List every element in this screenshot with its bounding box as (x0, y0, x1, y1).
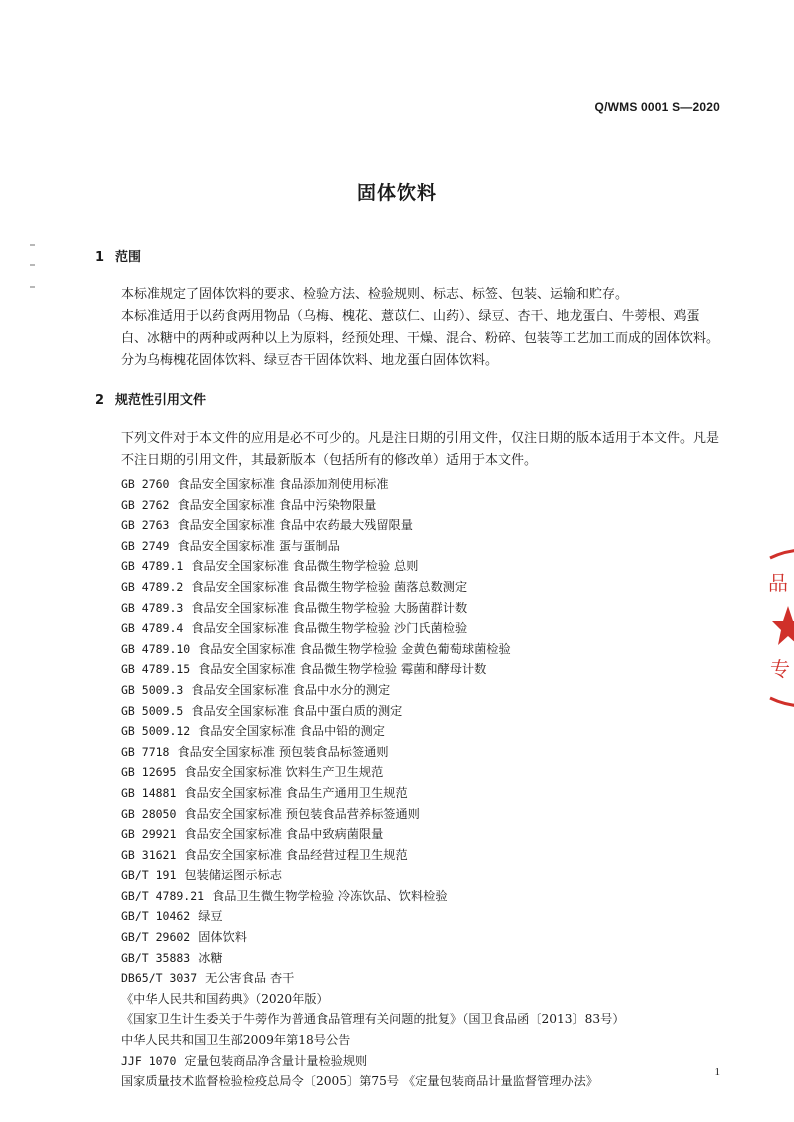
reference-item (121, 927, 721, 948)
reference-title: 食品安全国家标准 食品中致病菌限量 (184, 827, 384, 842)
reference-item (121, 845, 721, 866)
reference-title: 中华人民共和国卫生部2009年第18号公告 (121, 1033, 351, 1048)
reference-code: GB 4789.15 (121, 662, 191, 677)
reference-item (121, 680, 721, 701)
reference-title: 食品安全国家标准 食品经营过程卫生规范 (184, 847, 408, 862)
reference-code: GB/T 10462 (121, 909, 191, 924)
reference-title: 食品安全国家标准 蛋与蛋制品 (177, 538, 340, 553)
reference-item (121, 742, 721, 763)
reference-code: GB 4789.10 (121, 641, 191, 656)
reference-code: GB/T 191 (121, 868, 177, 883)
reference-code: GB 4789.1 (121, 559, 184, 574)
reference-item (121, 598, 721, 619)
reference-code: GB 5009.12 (121, 724, 191, 739)
reference-list (121, 474, 721, 1092)
reference-title: 食品安全国家标准 食品中铅的测定 (198, 724, 385, 739)
reference-title: 包装储运图示标志 (184, 868, 282, 883)
official-seal-stamp (758, 548, 794, 708)
reference-item (121, 989, 721, 1010)
reference-title: 食品安全国家标准 预包装食品营养标签通则 (184, 806, 420, 821)
section-title: 范围 (115, 250, 142, 265)
reference-item (121, 721, 721, 742)
reference-code: GB 2749 (121, 538, 170, 553)
reference-item (121, 968, 721, 989)
reference-title: 绿豆 (198, 909, 223, 924)
scope-paragraph-2 (95, 306, 723, 372)
section-number: 2 (95, 393, 105, 408)
reference-code: GB/T 4789.21 (121, 888, 205, 903)
svg-text:品: 品 (768, 571, 788, 595)
reference-code: GB 29921 (121, 827, 177, 842)
reference-code: GB 2760 (121, 477, 170, 491)
reference-title: 食品安全国家标准 食品微生物学检验 金黄色葡萄球菌检验 (198, 641, 511, 656)
reference-item (121, 762, 721, 783)
reference-title: 《国家卫生计生委关于牛蒡作为普通食品管理有关问题的批复》（国卫食品函〔2013〕83号） (121, 1012, 625, 1027)
reference-item (121, 783, 721, 804)
reference-title: 食品安全国家标准 饮料生产卫生规范 (184, 765, 384, 780)
reference-code: GB/T 35883 (121, 950, 191, 965)
reference-item (121, 536, 721, 557)
reference-title: 食品安全国家标准 食品生产通用卫生规范 (184, 785, 408, 800)
reference-title: 食品安全国家标准 食品微生物学检验 沙门氏菌检验 (191, 621, 468, 636)
reference-title: 食品安全国家标准 食品中污染物限量 (177, 497, 377, 512)
reference-item (121, 906, 721, 927)
reference-code: GB 5009.5 (121, 703, 184, 718)
paragraph-text: 下列文件对于本文件的应用是必不可少的。凡是注日期的引用文件，仅注日期的版本适用于本文件。凡是不注日期的引用文件，其最新版本（包括所有的修改单）适用于本文件。 (121, 431, 720, 468)
reference-title: 食品安全国家标准 预包装食品标签通则 (177, 744, 389, 759)
reference-item (121, 948, 721, 969)
reference-item (121, 1030, 721, 1051)
reference-item (121, 474, 721, 495)
reference-code: GB 4789.2 (121, 579, 184, 594)
reference-title: 无公害食品 杏干 (205, 971, 295, 986)
reference-title: 食品安全国家标准 食品中蛋白质的测定 (191, 703, 403, 718)
document-code: Q/WMS 0001 S—2020 (594, 100, 720, 114)
scope-paragraph-1 (95, 284, 723, 306)
reference-code: GB 31621 (121, 847, 177, 862)
reference-code: GB 2763 (121, 518, 170, 533)
reference-title: 固体饮料 (198, 930, 247, 945)
reference-item (121, 659, 721, 680)
reference-title: 食品安全国家标准 食品中水分的测定 (191, 682, 391, 697)
reference-title: 定量包装商品净含量计量检验规则 (184, 1053, 368, 1068)
reference-code: GB 4789.3 (121, 600, 184, 615)
reference-title: 食品安全国家标准 食品中农药最大残留限量 (177, 518, 413, 533)
margin-mark (30, 286, 35, 288)
reference-title: 食品安全国家标准 食品微生物学检验 大肠菌群计数 (191, 600, 468, 615)
margin-mark (30, 264, 35, 266)
svg-text:专: 专 (770, 657, 790, 681)
reference-item (121, 886, 721, 907)
section-heading-scope (95, 246, 141, 265)
reference-title: 国家质量技术监督检验检疫总局令〔2005〕第75号 《定量包装商品计量监督管理办法》 (121, 1074, 598, 1089)
reference-code: GB 12695 (121, 765, 177, 780)
paragraph-text: 本标准适用于以药食两用物品（乌梅、槐花、薏苡仁、山药）、绿豆、杏干、地龙蛋白、牛蒡根、鸡蛋白、冰糖中的两种或两种以上为原料，经预处理、干燥、混合、粉碎、包装等工艺加工而成的固体饮料。分为乌梅槐花固体饮料、绿豆杏干固体饮料、地龙蛋白固体饮料。 (121, 309, 720, 368)
reference-code: GB 28050 (121, 806, 177, 821)
page-number: 1 (714, 1066, 720, 1078)
reference-title: 食品安全国家标准 食品微生物学检验 总则 (191, 559, 419, 574)
reference-code: GB 14881 (121, 785, 177, 800)
reference-title: 食品卫生微生物学检验 冷冻饮品、饮料检验 (212, 888, 448, 903)
reference-item (121, 865, 721, 886)
reference-item (121, 804, 721, 825)
reference-item (121, 618, 721, 639)
reference-title: 食品安全国家标准 食品微生物学检验 菌落总数测定 (191, 579, 468, 594)
reference-item (121, 824, 721, 845)
reference-item (121, 556, 721, 577)
reference-item (121, 1009, 721, 1030)
reference-title: 食品安全国家标准 食品微生物学检验 霉菌和酵母计数 (198, 662, 487, 677)
reference-item (121, 1051, 721, 1072)
reference-code: JJF 1070 (121, 1053, 177, 1068)
reference-item (121, 515, 721, 536)
reference-title: 《中华人民共和国药典》（2020年版） (121, 991, 329, 1006)
reference-code: GB 4789.4 (121, 621, 184, 636)
section-heading-normative-references (95, 389, 206, 408)
document-title: 固体饮料 (356, 182, 437, 204)
reference-code: GB 7718 (121, 744, 170, 759)
reference-item (121, 495, 721, 516)
reference-code: GB 2762 (121, 497, 170, 512)
paragraph-text: 本标准规定了固体饮料的要求、检验方法、检验规则、标志、标签、包装、运输和贮存。 (121, 287, 629, 302)
reference-code: DB65/T 3037 (121, 971, 198, 986)
reference-item (121, 639, 721, 660)
references-intro-paragraph (95, 428, 723, 472)
section-number: 1 (95, 250, 105, 265)
reference-item (121, 577, 721, 598)
margin-mark (30, 244, 35, 246)
reference-item (121, 1071, 721, 1092)
reference-code: GB 5009.3 (121, 682, 184, 697)
section-title: 规范性引用文件 (115, 393, 207, 408)
reference-title: 冰糖 (198, 950, 223, 965)
reference-item (121, 701, 721, 722)
reference-title: 食品安全国家标准 食品添加剂使用标准 (177, 477, 389, 491)
reference-code: GB/T 29602 (121, 930, 191, 945)
